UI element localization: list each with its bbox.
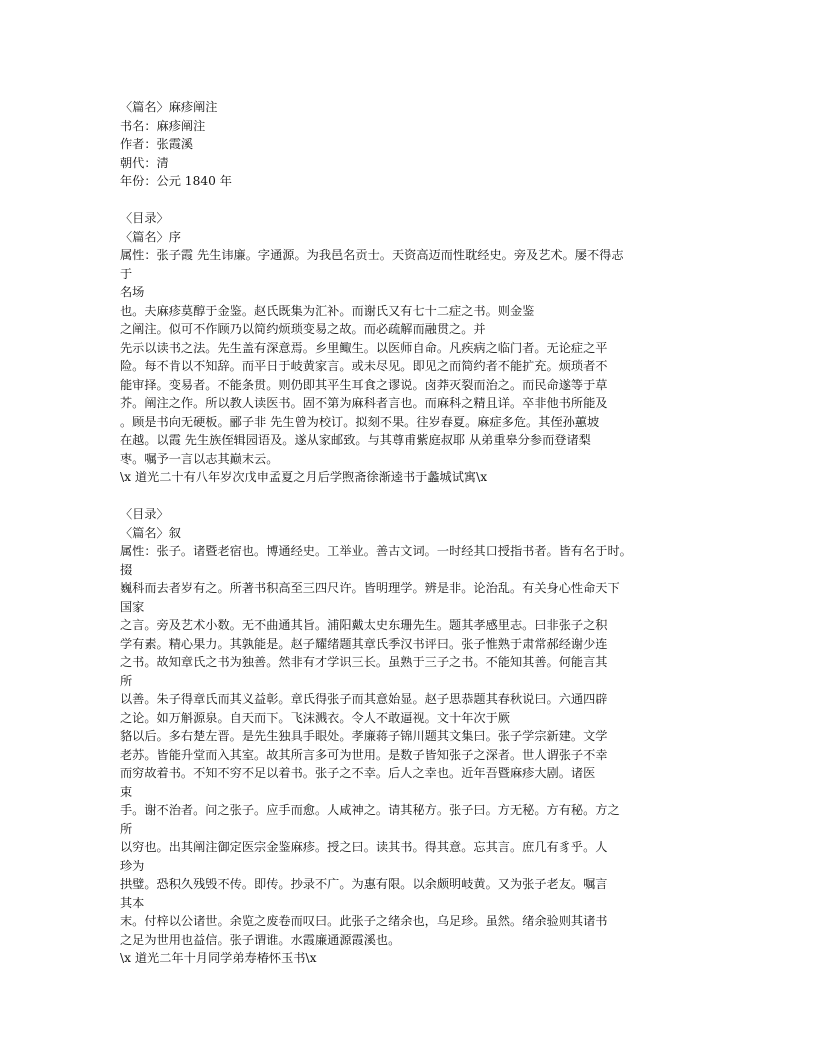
header-year: 年份：公元 1840 年 (120, 174, 232, 188)
text-line: 束 (120, 784, 133, 799)
text-line: 掇 (120, 562, 133, 577)
text-line: 国家 (120, 599, 145, 614)
preface-section (120, 209, 700, 487)
text-line: 。顾是书向无硬板。郦子非 先生曾为校订。拟刻不果。往岁春夏。麻症多危。其侄孙蕙坡 (120, 414, 600, 429)
text-line: 貉以后。多右楚左晋。是先生独具手眼处。孝廉蒋子锦川题其文集曰。张子学宗新建。文学 (120, 729, 608, 743)
text-line: 拱璧。恐积久残毁不传。即传。抄录不广。为惠有限。以余颇明岐黄。又为张子老友。嘱言 (120, 877, 608, 891)
text-line: 其本 (120, 895, 145, 910)
text-line: 名场 (120, 285, 145, 299)
text-line: 以穷也。出其阐注御定医宗金鉴麻疹。授之曰。读其书。得其意。忘其言。庶几有豸乎。人 (120, 840, 608, 854)
text-line: 老苏。皆能升堂而入其室。故其所言多可为世用。是数子皆知张子之深者。世人谓张子不幸 (120, 747, 608, 762)
text-line: 先示以读书之法。先生盖有深意焉。乡里鲰生。以医师自命。凡疾病之临门者。无论症之平 (120, 340, 608, 355)
text-line: \x 道光二年十月同学弟寿椿怀玉书\x (120, 951, 317, 965)
header-chapter-title: 〈篇名〉麻疹阐注 (120, 100, 218, 114)
document-page (120, 98, 700, 968)
book-header (120, 98, 700, 191)
text-line: 能审择。变易者。不能条贯。则仍即其平生耳食之谬说。卤莽灭裂而治之。而民命遂等于草 (120, 377, 608, 392)
header-author: 作者：张霞溪 (120, 137, 194, 151)
text-line: 也。夫麻疹莫醇于金鉴。赵氏既集为汇补。而谢氏又有七十二症之书。则金鉴 (120, 303, 535, 318)
section-spacer (120, 487, 700, 506)
text-line: 学有素。精心果力。其孰能是。赵子耀绪题其章氏季汉书评曰。张子惟熟于肃常郝经谢少连 (120, 636, 608, 651)
text-line: 之言。旁及艺术小数。无不曲通其旨。浦阳戴太史东珊先生。题其孝感里志。曰非张子之积 (120, 618, 608, 632)
text-line: 之论。如万斛源泉。自天而下。飞沫溅衣。令人不敢逼视。文十年次于厥 (120, 710, 510, 725)
text-line: \x 道光二十有八年岁次戊申孟夏之月后学煦斋徐渐逵书于蠡城试寓\x (120, 470, 488, 484)
text-line: 之足为世用也益信。张子谓谁。水霞廉通源霞溪也。 (120, 932, 401, 947)
narrative-section (120, 505, 700, 968)
section-chapter-title: 〈篇名〉序 (120, 229, 181, 244)
header-dynasty: 朝代：清 (120, 155, 169, 170)
text-line: 以善。朱子得章氏而其义益彰。章氏得张子而其意始显。赵子思恭题其春秋说曰。六通四辟 (120, 692, 608, 706)
text-line: 枣。嘱予一言以志其巅末云。 (120, 451, 279, 466)
text-line: 之阐注。似可不作顾乃以简约烦琐变易之故。而必疏解而融贯之。并 (120, 322, 486, 336)
text-line: 巍科而去者岁有之。所著书积高至三四尺许。皆明理学。辨是非。论治乱。有关身心性命天下 (120, 581, 620, 595)
section-catalog-label: 〈目录〉 (120, 211, 169, 225)
section-chapter-title: 〈篇名〉叙 (120, 525, 181, 540)
header-book-name: 书名：麻疹阐注 (120, 118, 206, 133)
text-line: 手。谢不治者。问之张子。应手而愈。人咸神之。请其秘方。张子曰。方无秘。方有秘。方之 (120, 803, 620, 817)
text-line: 所 (120, 821, 133, 836)
section-catalog-label: 〈目录〉 (120, 507, 169, 521)
text-line: 所 (120, 673, 133, 688)
section-spacer (120, 191, 700, 210)
text-line: 珍为 (120, 858, 145, 873)
text-line: 而穷故着书。不知不穷不足以着书。张子之不幸。后人之幸也。近年吾暨麻疹大剧。诸医 (120, 766, 596, 780)
text-line: 之书。故知章氏之书为独善。然非有才学识三长。虽熟于三子之书。不能知其善。何能言其 (120, 655, 608, 669)
text-line: 属性：张子霞 先生讳廉。字通源。为我邑名贡士。天资高迈而性耽经史。旁及艺术。屡不得志 (120, 248, 624, 262)
text-line: 在越。以霞 先生族侄辑园语及。遂从家邮致。与其尊甫紫庭叔耶 从弟重皋分参而登诸梨 (120, 433, 591, 447)
text-line: 属性：张子。诸暨老宿也。博通经史。工举业。善古文词。一时经其口授指书者。皆有名于时。 (120, 544, 632, 558)
text-line: 芥。阐注之作。所以教人读医书。固不第为麻科者言也。而麻科之精且详。卒非他书所能及 (120, 396, 608, 410)
text-line: 险。每不肯以不知辞。而平日于岐黄家言。或未尽见。即见之而简约者不能扩充。烦琐者不 (120, 359, 608, 373)
text-line: 末。付梓以公诸世。余览之废卷而叹曰。此张子之绪余也，乌足珍。虽然。绪余验则其诸书 (120, 914, 608, 928)
text-line: 于 (120, 266, 133, 281)
